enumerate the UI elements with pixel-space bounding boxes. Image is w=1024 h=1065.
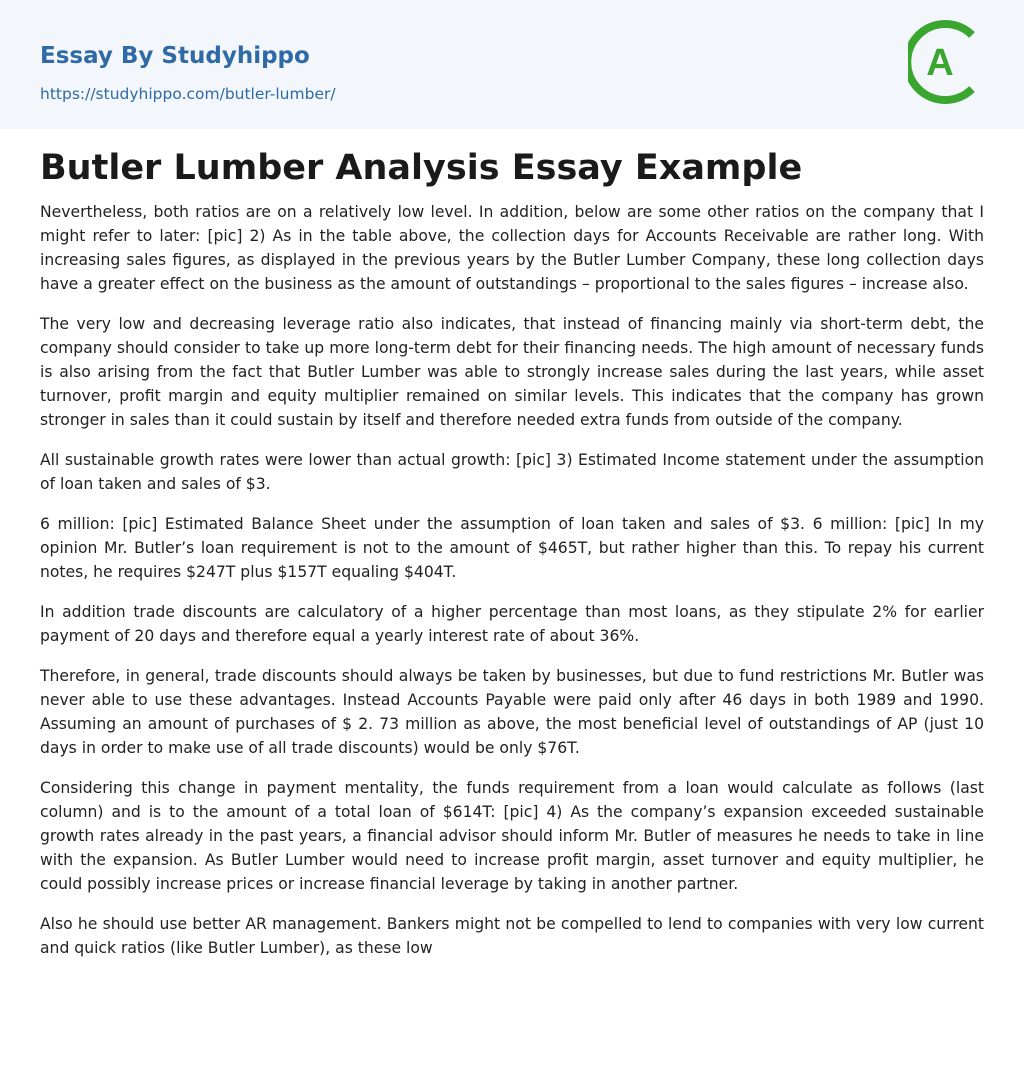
essay-paragraph: Nevertheless, both ratios are on a relatively low level. In addition, below are some other ratios on the company that I might refer to later: [pic] 2) As in the table above, the collection days for Accounts Receivable are rather long. With increasing sales figures, as displayed in the previous years by the Butler Lumber Company, these long collection days have a greater effect on the business as the amount of outstandings – proportional to the sales figures – increase also. xyxy=(40,203,984,293)
essay-paragraph: Considering this change in payment mentality, the funds requirement from a loan would calculate as follows (last column) and is to the amount of a total loan of $614T: [pic] 4) As the company’s expansion exceeded sustainable growth rates already in the past years, a financial advisor should inform Mr. Butler of measures he needs to take in line with the expansion. As Butler Lumber would need to increase profit margin, asset turnover and equity multiplier, he could possibly increase prices or increase financial leverage by taking in another partner. xyxy=(40,779,984,893)
essay-paragraph: 6 million: [pic] Estimated Balance Sheet under the assumption of loan taken and sales of $3. 6 million: [pic] In my opinion Mr. Butler’s loan requirement is not to the amount of $465T, but rather higher than this. To repay his current notes, he requires $247T plus $157T equaling $404T. xyxy=(40,515,984,581)
site-brand[interactable]: Essay By Studyhippo xyxy=(40,43,310,69)
essay-paragraph: In addition trade discounts are calculatory of a higher percentage than most loans, as they stipulate 2% for earlier payment of 20 days and therefore equal a yearly interest rate of about 36%. xyxy=(40,603,984,645)
essay-paragraph: All sustainable growth rates were lower than actual growth: [pic] 3) Estimated Income statement under the assumption of loan taken and sales of $3. xyxy=(40,451,984,493)
essay-paragraph: Therefore, in general, trade discounts should always be taken by businesses, but due to fund restrictions Mr. Butler was never able to use these advantages. Instead Accounts Payable were paid only after 46 days in both 1989 and 1990. Assuming an amount of purchases of $ 2. 73 million as above, the most beneficial level of outstandings of AP (just 10 days in order to make use of all trade discounts) would be only $76T. xyxy=(40,667,984,757)
page-title: Butler Lumber Analysis Essay Example xyxy=(40,148,803,188)
essay-paragraph: The very low and decreasing leverage ratio also indicates, that instead of financing mainly via short-term debt, the company should consider to take up more long-term debt for their financing needs. The high amount of necessary funds is also arising from the fact that Butler Lumber was able to strongly increase sales during the last years, while asset turnover, profit margin and equity multiplier remained on similar levels. This indicates that the company has grown stronger in sales than it could sustain by itself and therefore needed extra funds from outside of the company. xyxy=(40,315,984,429)
logo-letter: A xyxy=(926,42,954,84)
source-url-link[interactable]: https://studyhippo.com/butler-lumber/ xyxy=(40,85,336,103)
essay-paragraph: Also he should use better AR management. Bankers might not be compelled to lend to companies with very low current and quick ratios (like Butler Lumber), as these low xyxy=(40,915,984,957)
essay-body xyxy=(40,200,984,976)
studyhippo-logo-icon[interactable] xyxy=(908,18,988,106)
